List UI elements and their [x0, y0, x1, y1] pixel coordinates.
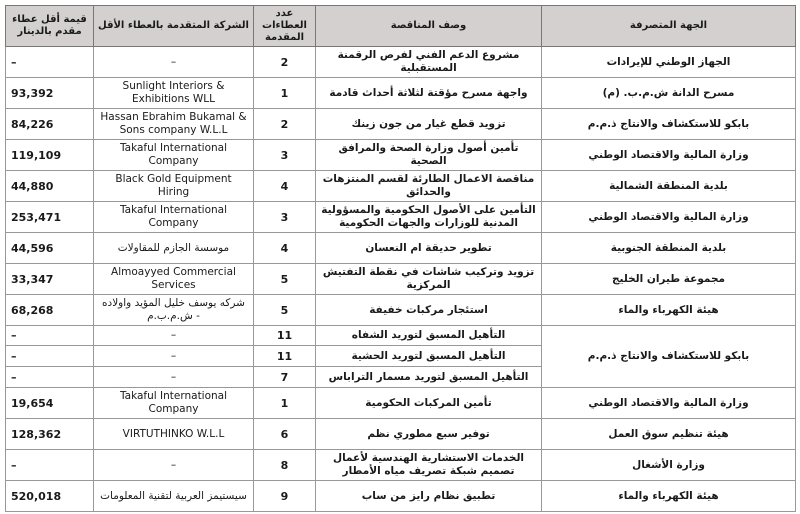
- value-cell: 253,471: [6, 202, 94, 233]
- company-cell: Takaful International Company: [94, 140, 254, 171]
- table-row: [6, 295, 796, 326]
- description-cell: مشروع الدعم الفني لفرص الرقمنة المستقبلية: [316, 47, 542, 78]
- table-row: [6, 388, 796, 419]
- value-cell: 44,880: [6, 171, 94, 202]
- description-cell: التأمين على الأصول الحكومية والمسؤولية المدنية للوزارات والجهات الحكومية: [316, 202, 542, 233]
- company-cell: موسسة الجازم للمقاولات: [94, 233, 254, 264]
- header-bid-count: عدد العطاءات المقدمة: [254, 6, 316, 47]
- value-cell: –: [6, 326, 94, 346]
- header-entity: الجهة المتصرفة: [542, 6, 796, 47]
- value-cell: –: [6, 47, 94, 78]
- table-row: [6, 78, 796, 109]
- description-cell: مناقصة الاعمال الطارئة لقسم المنتزهات والحدائق: [316, 171, 542, 202]
- bid-count-cell: 11: [254, 326, 316, 346]
- company-cell: Hassan Ebrahim Bukamal & Sons company W.L.L: [94, 109, 254, 140]
- bid-count-cell: 1: [254, 388, 316, 419]
- company-cell: –: [94, 346, 254, 367]
- entity-cell: وزارة الأشغال: [542, 450, 796, 481]
- company-cell: Takaful International Company: [94, 202, 254, 233]
- description-cell: تأمين أصول وزارة الصحة والمرافق الصحية: [316, 140, 542, 171]
- value-cell: 93,392: [6, 78, 94, 109]
- bid-count-cell: 3: [254, 140, 316, 171]
- header-lowest-company: الشركة المتقدمة بالعطاء الأقل: [94, 6, 254, 47]
- bid-count-cell: 4: [254, 171, 316, 202]
- table-row: [6, 450, 796, 481]
- company-cell: Takaful International Company: [94, 388, 254, 419]
- entity-cell: بابكو للاستكشاف والانتاج ذ.م.م: [542, 109, 796, 140]
- bid-count-cell: 8: [254, 450, 316, 481]
- company-cell: Almoayyed Commercial Services: [94, 264, 254, 295]
- table-row: [6, 481, 796, 512]
- header-description: وصف المناقصة: [316, 6, 542, 47]
- company-cell: VIRTUTHINKO W.L.L: [94, 419, 254, 450]
- entity-cell: وزارة المالية والاقتصاد الوطني: [542, 140, 796, 171]
- description-cell: تزويد قطع غيار من جون زينك: [316, 109, 542, 140]
- table-row: [6, 419, 796, 450]
- value-cell: 128,362: [6, 419, 94, 450]
- value-cell: 33,347: [6, 264, 94, 295]
- bid-count-cell: 9: [254, 481, 316, 512]
- entity-cell: مجموعة طيران الخليج: [542, 264, 796, 295]
- bid-count-cell: 2: [254, 47, 316, 78]
- entity-cell: الجهاز الوطني للإيرادات: [542, 47, 796, 78]
- description-cell: واجهة مسرح مؤقتة لثلاثة أحداث قادمة: [316, 78, 542, 109]
- value-cell: 520,018: [6, 481, 94, 512]
- description-cell: التأهيل المسبق لتوريد الحشية: [316, 346, 542, 367]
- bid-count-cell: 5: [254, 295, 316, 326]
- header-lowest-value: قيمة أقل عطاء مقدم بالدينار: [6, 6, 94, 47]
- value-cell: 84,226: [6, 109, 94, 140]
- entity-cell: بلدية المنطقة الشمالية: [542, 171, 796, 202]
- value-cell: 68,268: [6, 295, 94, 326]
- description-cell: تأمين المركبات الحكومية: [316, 388, 542, 419]
- company-cell: –: [94, 450, 254, 481]
- bid-count-cell: 5: [254, 264, 316, 295]
- description-cell: تزويد وتركيب شاشات في نقطة التفتيش المركزية: [316, 264, 542, 295]
- entity-cell: هيئة تنظيم سوق العمل: [542, 419, 796, 450]
- bid-count-cell: 11: [254, 346, 316, 367]
- entity-cell: مسرح الدانة ش.م.ب. (م): [542, 78, 796, 109]
- company-cell: شركه يوسف خليل المؤيد واولاده - ش.م.ب.م: [94, 295, 254, 326]
- company-cell: –: [94, 367, 254, 388]
- table-row: [6, 109, 796, 140]
- company-cell: –: [94, 47, 254, 78]
- entity-cell: بلدية المنطقة الجنوبية: [542, 233, 796, 264]
- table-row: [6, 140, 796, 171]
- table-row: [6, 171, 796, 202]
- entity-cell: هيئة الكهرباء والماء: [542, 295, 796, 326]
- table-row: [6, 47, 796, 78]
- bid-count-cell: 1: [254, 78, 316, 109]
- description-cell: تطوير حديقة ام النعسان: [316, 233, 542, 264]
- tenders-table-wrapper: [5, 5, 795, 509]
- entity-cell: بابكو للاستكشاف والانتاج ذ.م.م: [542, 326, 796, 388]
- bid-count-cell: 3: [254, 202, 316, 233]
- description-cell: توفير سبع مطوري نظم: [316, 419, 542, 450]
- company-cell: –: [94, 326, 254, 346]
- company-cell: Sunlight Interiors & Exhibitions WLL: [94, 78, 254, 109]
- table-row: [6, 202, 796, 233]
- value-cell: 119,109: [6, 140, 94, 171]
- bid-count-cell: 6: [254, 419, 316, 450]
- bid-count-cell: 2: [254, 109, 316, 140]
- table-row: [6, 264, 796, 295]
- table-row: [6, 326, 796, 346]
- description-cell: التأهيل المسبق لتوريد مسمار التراباس: [316, 367, 542, 388]
- entity-cell: وزارة المالية والاقتصاد الوطني: [542, 388, 796, 419]
- entity-cell: هيئة الكهرباء والماء: [542, 481, 796, 512]
- value-cell: –: [6, 450, 94, 481]
- description-cell: التأهيل المسبق لتوريد الشفاه: [316, 326, 542, 346]
- description-cell: تطبيق نظام رايز من ساب: [316, 481, 542, 512]
- company-cell: سيستيمز العربية لتقنية المعلومات: [94, 481, 254, 512]
- company-cell: Black Gold Equipment Hiring: [94, 171, 254, 202]
- value-cell: 19,654: [6, 388, 94, 419]
- value-cell: –: [6, 367, 94, 388]
- table-row: [6, 233, 796, 264]
- value-cell: –: [6, 346, 94, 367]
- value-cell: 44,596: [6, 233, 94, 264]
- bid-count-cell: 4: [254, 233, 316, 264]
- bid-count-cell: 7: [254, 367, 316, 388]
- description-cell: استئجار مركبات خفيفة: [316, 295, 542, 326]
- description-cell: الخدمات الاستشارية الهندسية لأعمال تصميم شبكة تصريف مياه الأمطار: [316, 450, 542, 481]
- table-header-row: [6, 6, 796, 47]
- tenders-table: [5, 5, 796, 512]
- entity-cell: وزارة المالية والاقتصاد الوطني: [542, 202, 796, 233]
